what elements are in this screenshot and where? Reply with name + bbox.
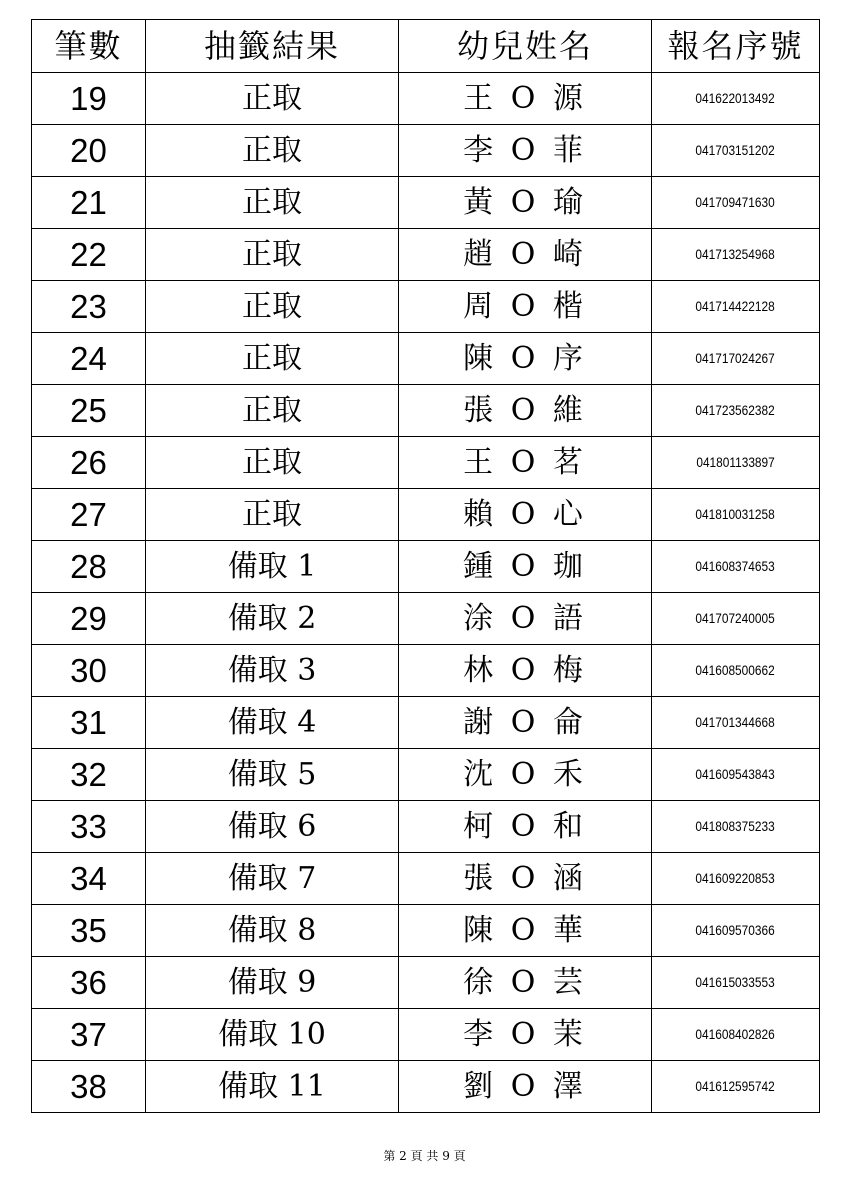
- row-result-cell: 備取 2: [146, 593, 399, 645]
- table-row: [32, 957, 820, 1009]
- row-registration-number-cell: 041615033553: [652, 957, 820, 1009]
- row-child-name-cell: 徐 O 芸: [399, 957, 652, 1009]
- row-result-cell: 備取 11: [146, 1061, 399, 1113]
- row-result-cell: 正取: [146, 281, 399, 333]
- header-child-name: 幼兒姓名: [399, 20, 652, 73]
- row-registration-number-cell: 041810031258: [652, 489, 820, 541]
- table-row: [32, 385, 820, 437]
- row-child-name-cell: 柯 O 和: [399, 801, 652, 853]
- row-result-cell: 正取: [146, 437, 399, 489]
- row-result-cell: 正取: [146, 125, 399, 177]
- row-child-name-cell: 王 O 源: [399, 73, 652, 125]
- row-child-name-cell: 沈 O 禾: [399, 749, 652, 801]
- row-child-name-cell: 周 O 楷: [399, 281, 652, 333]
- row-count-cell: 27: [32, 489, 146, 541]
- row-registration-number-cell: 041801133897: [652, 437, 820, 489]
- table-header-row: [32, 20, 820, 73]
- row-count-cell: 36: [32, 957, 146, 1009]
- table-row: [32, 593, 820, 645]
- row-child-name-cell: 李 O 茉: [399, 1009, 652, 1061]
- table-row: [32, 905, 820, 957]
- header-count: 筆數: [32, 20, 146, 73]
- row-result-cell: 正取: [146, 229, 399, 281]
- row-registration-number-cell: 041723562382: [652, 385, 820, 437]
- table-row: [32, 541, 820, 593]
- row-result-cell: 備取 7: [146, 853, 399, 905]
- row-result-cell: 正取: [146, 177, 399, 229]
- row-registration-number-cell: 041709471630: [652, 177, 820, 229]
- row-child-name-cell: 林 O 梅: [399, 645, 652, 697]
- row-registration-number-cell: 041808375233: [652, 801, 820, 853]
- row-registration-number-cell: 041701344668: [652, 697, 820, 749]
- row-result-cell: 備取 5: [146, 749, 399, 801]
- row-registration-number-cell: 041622013492: [652, 73, 820, 125]
- row-child-name-cell: 劉 O 澤: [399, 1061, 652, 1113]
- lottery-results-table: [31, 19, 820, 1113]
- table-row: [32, 73, 820, 125]
- row-count-cell: 30: [32, 645, 146, 697]
- table-row: [32, 645, 820, 697]
- row-registration-number-cell: 041713254968: [652, 229, 820, 281]
- row-result-cell: 正取: [146, 333, 399, 385]
- row-result-cell: 備取 8: [146, 905, 399, 957]
- row-count-cell: 33: [32, 801, 146, 853]
- row-child-name-cell: 李 O 菲: [399, 125, 652, 177]
- row-registration-number-cell: 041612595742: [652, 1061, 820, 1113]
- row-count-cell: 21: [32, 177, 146, 229]
- row-count-cell: 38: [32, 1061, 146, 1113]
- table-body: [32, 73, 820, 1113]
- table-row: [32, 229, 820, 281]
- table-row: [32, 177, 820, 229]
- header-registration-number: 報名序號: [652, 20, 820, 73]
- table-row: [32, 437, 820, 489]
- row-count-cell: 31: [32, 697, 146, 749]
- table-row: [32, 801, 820, 853]
- table-row: [32, 333, 820, 385]
- table-row: [32, 281, 820, 333]
- row-registration-number-cell: 041717024267: [652, 333, 820, 385]
- row-child-name-cell: 涂 O 語: [399, 593, 652, 645]
- table-row: [32, 853, 820, 905]
- row-count-cell: 28: [32, 541, 146, 593]
- row-registration-number-cell: 041714422128: [652, 281, 820, 333]
- row-child-name-cell: 陳 O 序: [399, 333, 652, 385]
- row-child-name-cell: 黃 O 瑜: [399, 177, 652, 229]
- row-child-name-cell: 張 O 維: [399, 385, 652, 437]
- row-result-cell: 正取: [146, 489, 399, 541]
- row-count-cell: 32: [32, 749, 146, 801]
- row-count-cell: 23: [32, 281, 146, 333]
- row-child-name-cell: 謝 O 侖: [399, 697, 652, 749]
- page-footer: 第 2 頁 共 9 頁: [383, 1149, 466, 1163]
- row-result-cell: 備取 10: [146, 1009, 399, 1061]
- row-count-cell: 19: [32, 73, 146, 125]
- row-count-cell: 24: [32, 333, 146, 385]
- row-registration-number-cell: 041609220853: [652, 853, 820, 905]
- table-row: [32, 125, 820, 177]
- row-result-cell: 正取: [146, 73, 399, 125]
- row-result-cell: 正取: [146, 385, 399, 437]
- row-count-cell: 35: [32, 905, 146, 957]
- row-result-cell: 備取 3: [146, 645, 399, 697]
- row-count-cell: 37: [32, 1009, 146, 1061]
- table-row: [32, 749, 820, 801]
- row-count-cell: 29: [32, 593, 146, 645]
- row-count-cell: 34: [32, 853, 146, 905]
- row-child-name-cell: 趙 O 崎: [399, 229, 652, 281]
- row-registration-number-cell: 041608402826: [652, 1009, 820, 1061]
- row-result-cell: 備取 9: [146, 957, 399, 1009]
- row-registration-number-cell: 041703151202: [652, 125, 820, 177]
- table-row: [32, 1061, 820, 1113]
- row-result-cell: 備取 4: [146, 697, 399, 749]
- row-result-cell: 備取 1: [146, 541, 399, 593]
- row-child-name-cell: 陳 O 華: [399, 905, 652, 957]
- row-registration-number-cell: 041609570366: [652, 905, 820, 957]
- row-registration-number-cell: 041609543843: [652, 749, 820, 801]
- row-count-cell: 26: [32, 437, 146, 489]
- row-registration-number-cell: 041608374653: [652, 541, 820, 593]
- row-count-cell: 25: [32, 385, 146, 437]
- row-child-name-cell: 鍾 O 珈: [399, 541, 652, 593]
- table-row: [32, 489, 820, 541]
- row-result-cell: 備取 6: [146, 801, 399, 853]
- table-row: [32, 697, 820, 749]
- row-count-cell: 20: [32, 125, 146, 177]
- header-lottery-result: 抽籤結果: [146, 20, 399, 73]
- row-registration-number-cell: 041608500662: [652, 645, 820, 697]
- row-count-cell: 22: [32, 229, 146, 281]
- table-row: [32, 1009, 820, 1061]
- row-registration-number-cell: 041707240005: [652, 593, 820, 645]
- row-child-name-cell: 張 O 涵: [399, 853, 652, 905]
- row-child-name-cell: 王 O 茗: [399, 437, 652, 489]
- row-child-name-cell: 賴 O 心: [399, 489, 652, 541]
